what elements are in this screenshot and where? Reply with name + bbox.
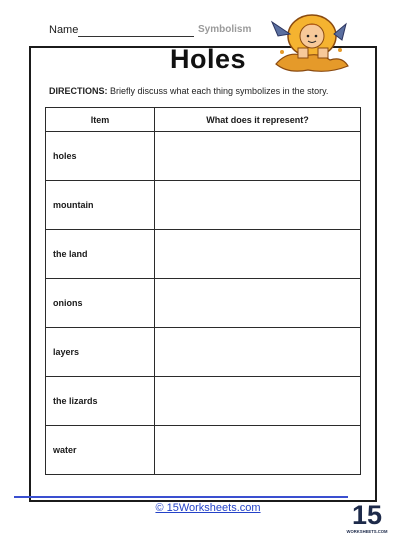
directions-label: DIRECTIONS: (49, 86, 108, 96)
name-label: Name (49, 24, 79, 36)
answer-cell[interactable] (155, 279, 361, 328)
item-cell: holes (46, 132, 155, 181)
logo-number: 15 (351, 500, 383, 530)
column-header-item: Item (46, 108, 155, 132)
answer-cell[interactable] (155, 230, 361, 279)
copyright-link[interactable]: © 15Worksheets.com (155, 502, 261, 514)
answer-cell[interactable] (155, 328, 361, 377)
table-row (46, 377, 361, 426)
table-header-row (46, 108, 361, 132)
logo-caption: WORKSHEETS.COM (346, 529, 388, 534)
directions (49, 86, 328, 96)
directions-text: Briefly discuss what each thing symbolizes in the story. (107, 86, 329, 96)
answer-cell[interactable] (155, 132, 361, 181)
topic-label: Symbolism (198, 24, 252, 35)
answer-cell[interactable] (155, 181, 361, 230)
item-cell: the lizards (46, 377, 155, 426)
page-title: Holes (169, 44, 247, 74)
item-cell: mountain (46, 181, 155, 230)
table-row (46, 181, 361, 230)
table-row (46, 230, 361, 279)
footer-divider (14, 496, 348, 498)
item-cell: onions (46, 279, 155, 328)
answer-cell[interactable] (155, 426, 361, 475)
table-row (46, 328, 361, 377)
item-cell: the land (46, 230, 155, 279)
table-row (46, 426, 361, 475)
answer-cell[interactable] (155, 377, 361, 426)
item-cell: water (46, 426, 155, 475)
table-row (46, 279, 361, 328)
symbolism-table (45, 107, 361, 475)
item-cell: layers (46, 328, 155, 377)
15worksheets-logo-icon (346, 497, 388, 537)
table-row (46, 132, 361, 181)
column-header-meaning: What does it represent? (155, 108, 361, 132)
name-field[interactable] (78, 36, 194, 37)
